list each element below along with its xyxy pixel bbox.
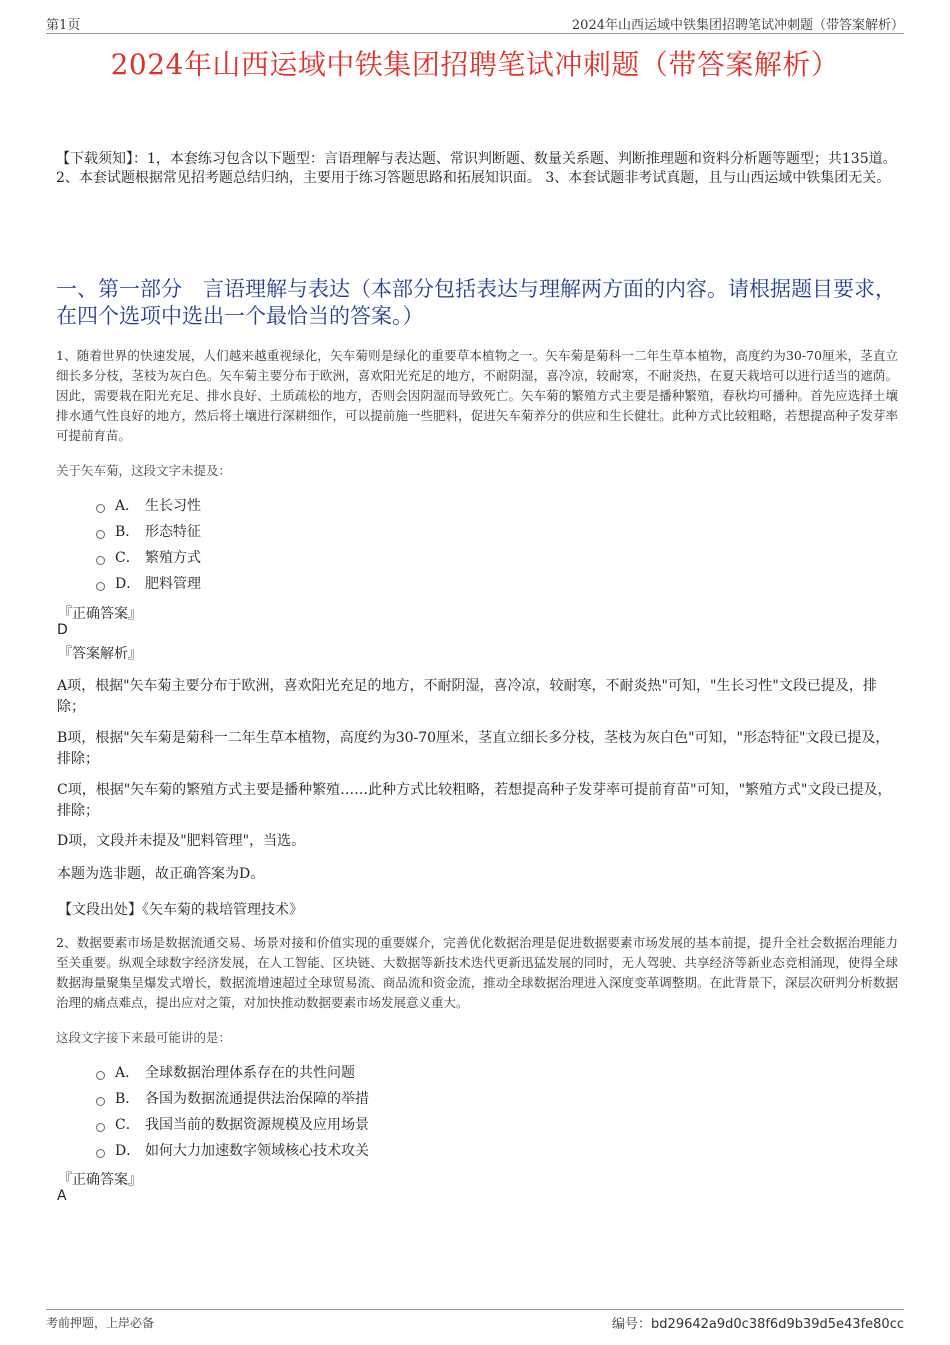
document-title: 2024年山西运域中铁集团招聘笔试冲刺题（带答案解析） [110, 48, 840, 81]
question-2-answer-label: 『正确答案』 [58, 1172, 142, 1188]
question-1-source: 【文段出处】《矢车菊的栽培管理技术》 [58, 902, 303, 918]
question-2-option-c[interactable] [96, 1111, 796, 1137]
option-letter: A． [115, 1065, 140, 1081]
option-text: 繁殖方式 [145, 550, 201, 566]
option-text: 形态特征 [145, 524, 201, 540]
question-1-analysis-a: A项，根据"矢车菊主要分布于欧洲，喜欢阳光充足的地方，不耐阴湿，喜冷凉，较耐寒，不耐炎热"可知，"生长习性"文段已提及，排除； [57, 678, 877, 715]
question-2-passage: 2、数据要素市场是数据流通交易、场景对接和价值实现的重要媒介，完善优化数据治理是促进数据要素市场发展的基本前提，提升全社会数据治理能力至关重要。纵观全球数字经济发展，在人工智能、区块链、大数据等新技术迭代更新迅猛发展的同时，无人驾驶、共享经济等新业态竞相涌现，使得全球数据海量聚集呈爆发式增长，数据流增速超过全球贸易流、商品流和资金流，推动全球数据治理进入深度变革调整期。在此背景下，深层次研判分析数据治理的痛点难点，提出应对之策，对加快推动数据要素市场发展意义重大。 [56, 935, 898, 1010]
header-doc-title: 2024年山西运域中铁集团招聘笔试冲刺题（带答案解析） [571, 18, 904, 33]
radio-icon[interactable] [96, 556, 105, 565]
radio-icon[interactable] [96, 582, 105, 591]
option-text: 我国当前的数据资源规模及应用场景 [145, 1117, 369, 1133]
question-1-answer-label: 『正确答案』 [58, 606, 142, 622]
option-letter: C． [115, 1117, 140, 1133]
question-2-option-a[interactable] [96, 1059, 796, 1085]
question-2-options [96, 1059, 796, 1163]
option-letter: B． [115, 524, 140, 540]
footer-id [612, 1313, 904, 1332]
footer-divider [46, 1309, 904, 1310]
question-1-option-c[interactable] [96, 544, 796, 570]
question-1-analysis-c: C项，根据"矢车菊的繁殖方式主要是播种繁殖……此种方式比较粗略，若想提高种子发芽率可提前育苗"可知，"繁殖方式"文段已提及，排除； [57, 782, 892, 819]
question-1-analysis-label: 『答案解析』 [58, 646, 142, 662]
question-1-passage: 1、随着世界的快速发展，人们越来越重视绿化，矢车菊则是绿化的重要草本植物之一。矢车菊是菊科一二年生草本植物，高度约为30-70厘米，茎直立细长多分枝，茎枝为灰白色。矢车菊主要分布于欧洲，喜欢阳光充足的地方，不耐阴湿，喜冷凉，较耐寒，不耐炎热，在夏天栽培可以进行适当的遮荫。因此，需要栽在阳光充足、排水良好、土质疏松的地方，否则会因阴湿而导致死亡。矢车菊的繁殖方式主要是播种繁殖，春秋均可播种。首先应选择土壤排水通气性良好的地方，然后将土壤进行深耕细作，可以提前施一些肥料，促进矢车菊养分的供应和生长健壮。此种方式比较粗略，若想提高种子发芽率可提前育苗。 [56, 348, 898, 443]
option-letter: C． [115, 550, 140, 566]
option-letter: D． [115, 1143, 141, 1159]
option-letter: A． [115, 498, 140, 514]
question-1-analysis-b: B项，根据"矢车菊是菊科一二年生草本植物，高度约为30-70厘米，茎直立细长多分枝，茎枝为灰白色"可知，"形态特征"文段已提及，排除； [57, 730, 890, 767]
radio-icon[interactable] [96, 1097, 105, 1106]
question-1-options [96, 492, 796, 596]
question-1-conclusion: 本题为选非题，故正确答案为D。 [57, 866, 265, 882]
radio-icon[interactable] [96, 1123, 105, 1132]
radio-icon[interactable] [96, 1071, 105, 1080]
question-2-prompt: 这段文字接下来最可能讲的是： [56, 1030, 232, 1045]
radio-icon[interactable] [96, 1149, 105, 1158]
option-text: 全球数据治理体系存在的共性问题 [145, 1065, 355, 1081]
page-number: 第1页 [46, 18, 81, 33]
header-divider [46, 33, 904, 34]
question-2-option-b[interactable] [96, 1085, 796, 1111]
option-letter: B． [115, 1091, 140, 1107]
option-text: 如何大力加速数字领域核心技术攻关 [145, 1143, 369, 1159]
question-2-option-d[interactable] [96, 1137, 796, 1163]
question-1-analysis-d: D项，文段并未提及"肥料管理"，当选。 [57, 833, 306, 849]
option-text: 生长习性 [145, 498, 201, 514]
section-heading: 一、第一部分 言语理解与表达（本部分包括表达与理解两方面的内容。请根据题目要求，在四个选项中选出一个最恰当的答案。） [56, 277, 896, 328]
option-text: 各国为数据流通提供法治保障的举措 [145, 1091, 369, 1107]
footer-code-label: 编号： [612, 1317, 652, 1332]
radio-icon[interactable] [96, 530, 105, 539]
footer-slogan: 考前押题，上岸必备 [46, 1316, 155, 1330]
question-1-option-b[interactable] [96, 518, 796, 544]
option-letter: D． [115, 576, 141, 592]
radio-icon[interactable] [96, 504, 105, 513]
option-text: 肥料管理 [145, 576, 201, 592]
question-1-option-a[interactable] [96, 492, 796, 518]
footer-code: bd29642a9d0c38f6d9b39d5e43fe80cc [651, 1317, 904, 1332]
question-2-answer: A [57, 1188, 67, 1204]
question-1-answer: D [57, 622, 68, 638]
question-1-prompt: 关于矢车菊，这段文字未提及： [56, 463, 232, 478]
question-1-option-d[interactable] [96, 570, 796, 596]
download-notice: 【下载须知】：1，本套练习包含以下题型：言语理解与表达题、常识判断题、数量关系题、判断推理题和资料分析题等题型；共135道。 2、本套试题根据常见招考题总结归纳，主要用于练习答题思路和拓展知识面。 3、本套试题非考试真题，且与山西运域中铁集团无关。 [56, 151, 897, 186]
